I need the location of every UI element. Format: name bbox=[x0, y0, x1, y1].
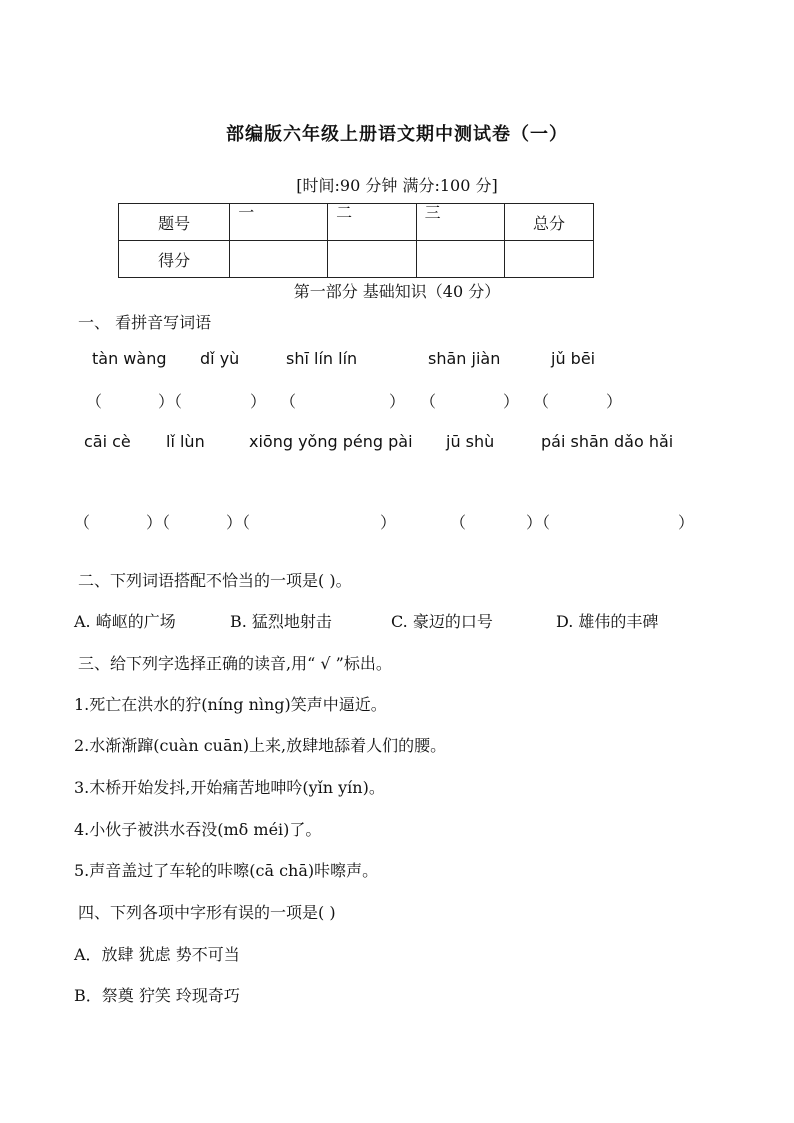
answer-blank[interactable]: ） bbox=[606, 392, 623, 411]
q1-pinyin: tàn wàng bbox=[92, 349, 167, 368]
q4-option-a: A．放肆 犹虑 势不可当 bbox=[74, 945, 240, 964]
q1-pinyin: cāi cè bbox=[84, 432, 131, 451]
score-header-total: 总分 bbox=[505, 204, 594, 241]
q2-title: 二、下列词语搭配不恰当的一项是( )。 bbox=[78, 571, 352, 590]
exam-title: 部编版六年级上册语文期中测试卷（一） bbox=[226, 124, 568, 145]
q3-item-3: 3.木桥开始发抖,开始痛苦地呻吟(yǐn yín)。 bbox=[74, 778, 385, 797]
score-cell[interactable] bbox=[505, 241, 594, 278]
score-header-part1: 一 bbox=[230, 204, 328, 241]
q1-pinyin: shī lín lín bbox=[286, 349, 358, 368]
q1-title: 一、 看拼音写词语 bbox=[78, 313, 212, 332]
answer-blank[interactable]: （ bbox=[420, 392, 437, 411]
score-table-score-row bbox=[119, 241, 594, 278]
score-row-label: 得分 bbox=[119, 241, 230, 278]
answer-blank[interactable]: ） bbox=[503, 392, 520, 411]
score-table bbox=[118, 203, 594, 278]
answer-blank[interactable]: ）（ bbox=[158, 392, 183, 411]
score-header-part2: 二 bbox=[328, 204, 416, 241]
score-table-header-row bbox=[119, 204, 594, 241]
q1-pinyin: dǐ yù bbox=[200, 349, 240, 368]
answer-blank[interactable]: ） bbox=[389, 392, 406, 411]
answer-blank[interactable]: ） bbox=[380, 513, 397, 532]
score-header-part3: 三 bbox=[416, 204, 504, 241]
answer-blank[interactable]: （ bbox=[450, 513, 467, 532]
q1-pinyin: jū shù bbox=[446, 432, 495, 451]
q1-pinyin: xiōng yǒng péng pài bbox=[249, 432, 413, 451]
answer-blank[interactable]: （ bbox=[280, 392, 297, 411]
score-cell[interactable] bbox=[230, 241, 328, 278]
q2-option-a: A. 崎岖的广场 bbox=[74, 612, 176, 631]
q4-option-b: B．祭奠 狞笑 玲现奇巧 bbox=[74, 986, 240, 1005]
q4-title: 四、下列各项中字形有误的一项是( ) bbox=[78, 903, 336, 922]
answer-blank[interactable]: （ bbox=[533, 392, 550, 411]
answer-blank[interactable]: ） bbox=[678, 513, 695, 532]
q2-option-d: D. 雄伟的丰碑 bbox=[556, 612, 659, 631]
q2-option-b: B. 猛烈地射击 bbox=[230, 612, 332, 631]
q3-item-1: 1.死亡在洪水的狞(níng nìng)笑声中逼近。 bbox=[74, 695, 387, 714]
score-cell[interactable] bbox=[328, 241, 416, 278]
answer-blank[interactable]: （ bbox=[74, 513, 91, 532]
answer-blank[interactable]: ）（ bbox=[226, 513, 251, 532]
q3-item-4: 4.小伙子被洪水吞没(mδ méi)了。 bbox=[74, 820, 322, 839]
q1-pinyin: shān jiàn bbox=[428, 349, 501, 368]
score-header-label: 题号 bbox=[119, 204, 230, 241]
part1-heading: 第一部分 基础知识（40 分） bbox=[293, 282, 501, 301]
answer-blank[interactable]: ）（ bbox=[526, 513, 551, 532]
q1-pinyin: jǔ bēi bbox=[551, 349, 596, 368]
q3-title: 三、给下列字选择正确的读音,用“ √ ”标出。 bbox=[78, 654, 392, 673]
q2-option-c: C. 豪迈的口号 bbox=[391, 612, 493, 631]
answer-blank[interactable]: （ bbox=[86, 392, 103, 411]
q3-item-2: 2.水渐渐蹿(cuàn cuān)上来,放肆地舔着人们的腰。 bbox=[74, 736, 447, 755]
score-cell[interactable] bbox=[416, 241, 504, 278]
q3-item-5: 5.声音盖过了车轮的咔嚓(cā chā)咔嚓声。 bbox=[74, 861, 379, 880]
answer-blank[interactable]: ） bbox=[250, 392, 267, 411]
answer-blank[interactable]: ）（ bbox=[146, 513, 171, 532]
q1-pinyin: lǐ lùn bbox=[166, 432, 205, 451]
exam-time-score: [时间:90 分钟 满分:100 分] bbox=[296, 176, 498, 195]
q1-pinyin: pái shān dǎo hǎi bbox=[541, 432, 674, 451]
